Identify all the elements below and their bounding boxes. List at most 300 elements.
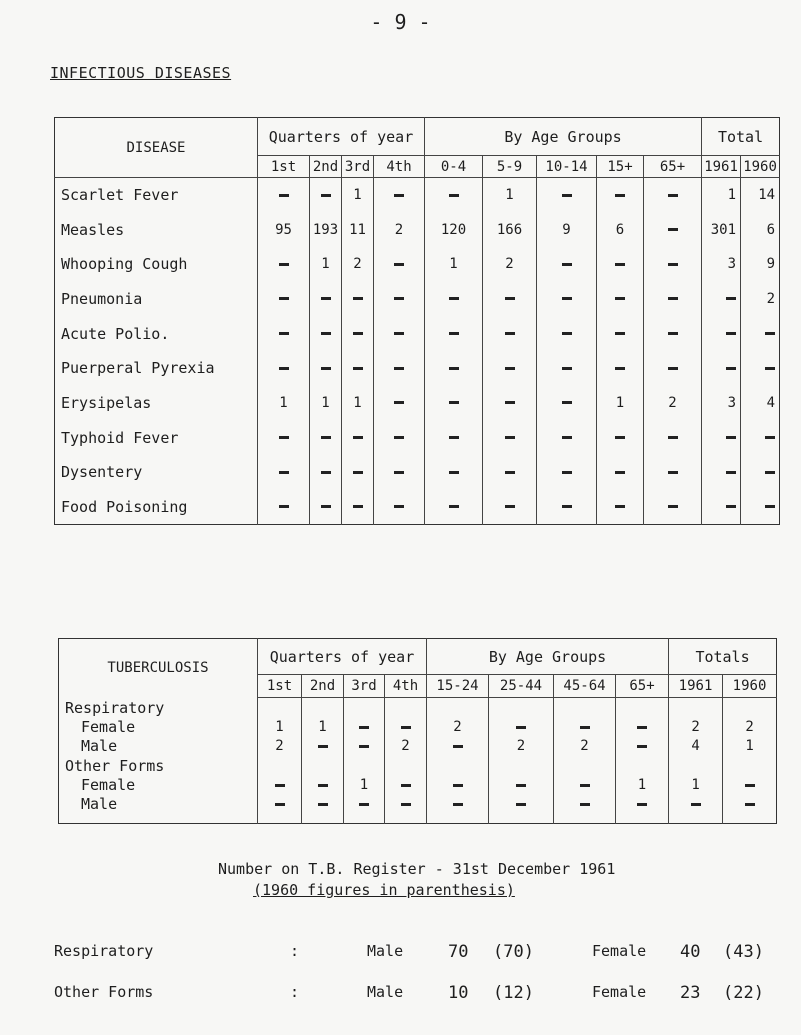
dash-mark (401, 784, 411, 787)
table-cell (702, 420, 741, 455)
table-cell (374, 316, 425, 351)
tb-quarter-col-header: 3rd (344, 675, 385, 698)
disease-name: Whooping Cough (55, 247, 258, 282)
table-row (59, 795, 777, 814)
table-cell (310, 282, 342, 317)
dash-mark (726, 505, 736, 508)
table-cell (741, 316, 780, 351)
dash-mark (562, 332, 572, 335)
disease-name: Food Poisoning (55, 490, 258, 525)
infectious-diseases-table (54, 117, 780, 525)
dash-mark (449, 505, 459, 508)
dash-mark (668, 367, 678, 370)
dash-mark (637, 745, 647, 748)
table-cell (489, 776, 554, 795)
table-cell (537, 351, 597, 386)
table-row (55, 282, 780, 317)
table-cell (258, 247, 310, 282)
empty-cell (669, 698, 723, 718)
disease-name: Erysipelas (55, 386, 258, 421)
table-cell (644, 455, 702, 490)
table-cell (537, 282, 597, 317)
table-cell (310, 420, 342, 455)
dash-mark (765, 505, 775, 508)
dash-mark (615, 194, 625, 197)
tuberculosis-table (58, 638, 777, 824)
dash-mark (449, 401, 459, 404)
table-cell (302, 795, 344, 814)
table-cell (741, 455, 780, 490)
dash-mark (394, 505, 404, 508)
summary-male: 70 (448, 942, 469, 962)
dash-mark (668, 332, 678, 335)
empty-cell (489, 756, 554, 776)
summary-male-label: Male (367, 942, 404, 960)
table-cell (537, 490, 597, 525)
quarter-col-header: 4th (374, 156, 425, 178)
table-cell: 1 (258, 718, 302, 737)
dash-mark (516, 784, 526, 787)
table-cell (342, 282, 374, 317)
table-cell: 2 (766, 290, 776, 307)
table-cell: 9 (766, 256, 776, 273)
table-cell (702, 316, 741, 351)
table-cell: 1 (597, 386, 644, 421)
dash-mark (668, 297, 678, 300)
dash-mark (726, 436, 736, 439)
table-cell: 2 (342, 247, 374, 282)
table-cell: 14 (758, 187, 776, 204)
register-note-line2: (1960 figures in parenthesis) (253, 881, 515, 899)
dash-mark (353, 436, 363, 439)
empty-cell (302, 814, 344, 824)
dash-mark (615, 436, 625, 439)
dash-mark (394, 401, 404, 404)
table-cell (741, 420, 780, 455)
dash-mark (394, 263, 404, 266)
tb-row-name: Female (59, 776, 258, 795)
dash-mark (279, 297, 289, 300)
table-cell: 2 (385, 737, 427, 756)
table-cell: 3 (702, 247, 741, 282)
dash-mark (745, 784, 755, 787)
dash-mark (637, 803, 647, 806)
dash-mark (353, 297, 363, 300)
dash-mark (275, 784, 285, 787)
table-cell (597, 247, 644, 282)
table-cell (425, 420, 483, 455)
table-cell (302, 776, 344, 795)
table-cell (537, 247, 597, 282)
tb-row-name: Male (59, 737, 258, 756)
dash-mark (449, 297, 459, 300)
table-row (55, 386, 780, 421)
table-cell (374, 490, 425, 525)
dash-mark (359, 803, 369, 806)
table-row (55, 316, 780, 351)
table-cell (644, 212, 702, 247)
table-cell (644, 282, 702, 317)
dash-mark (449, 332, 459, 335)
table-cell (374, 178, 425, 213)
tb-age-col-header: 65+ (616, 675, 669, 698)
empty-cell (616, 756, 669, 776)
table-cell: 2 (669, 718, 723, 737)
quarters-header: Quarters of year (258, 118, 425, 156)
tb-section-row (59, 756, 777, 776)
table-cell (644, 316, 702, 351)
dash-mark (321, 332, 331, 335)
table-cell (258, 178, 310, 213)
tb-age-groups-header: By Age Groups (427, 639, 669, 675)
table-cell: 95 (258, 212, 310, 247)
table-cell: 2 (258, 737, 302, 756)
dash-mark (562, 505, 572, 508)
summary-form: Respiratory (54, 942, 154, 960)
dash-mark (505, 471, 515, 474)
dash-mark (353, 332, 363, 335)
dash-mark (279, 436, 289, 439)
dash-mark (615, 471, 625, 474)
tb-quarter-col-header: 4th (385, 675, 427, 698)
table-cell (310, 316, 342, 351)
dash-mark (505, 401, 515, 404)
dash-mark (394, 471, 404, 474)
table-cell (702, 455, 741, 490)
table-cell (258, 351, 310, 386)
table-cell (258, 490, 310, 525)
dash-mark (505, 505, 515, 508)
dash-mark (449, 471, 459, 474)
dash-mark (562, 367, 572, 370)
table-cell (258, 420, 310, 455)
empty-cell (669, 756, 723, 776)
dash-mark (562, 436, 572, 439)
disease-name: Dysentery (55, 455, 258, 490)
dash-mark (668, 471, 678, 474)
table-cell (344, 718, 385, 737)
dash-mark (637, 726, 647, 729)
table-cell: 11 (342, 212, 374, 247)
total-header: Total (702, 118, 780, 156)
dash-mark (321, 471, 331, 474)
dash-mark (453, 784, 463, 787)
table-cell (597, 420, 644, 455)
empty-cell (723, 756, 777, 776)
dash-mark (394, 367, 404, 370)
age-col-header: 65+ (644, 156, 702, 178)
table-cell (344, 737, 385, 756)
age-groups-header: By Age Groups (425, 118, 702, 156)
dash-mark (562, 263, 572, 266)
dash-mark (765, 471, 775, 474)
disease-name: Scarlet Fever (55, 178, 258, 213)
page-number: - 9 - (370, 10, 431, 34)
table-cell: 1 (669, 776, 723, 795)
tb-age-col-header: 25-44 (489, 675, 554, 698)
dash-mark (765, 367, 775, 370)
dash-mark (505, 367, 515, 370)
summary-male-prev: (12) (493, 983, 534, 1003)
table-cell (597, 490, 644, 525)
table-cell (258, 282, 310, 317)
table-cell: 1 (616, 776, 669, 795)
table-row (59, 718, 777, 737)
table-cell (644, 247, 702, 282)
tb-age-col-header: 15-24 (427, 675, 489, 698)
tb-section-label: Other Forms (59, 756, 258, 776)
age-col-header: 10-14 (537, 156, 597, 178)
disease-name: Puerperal Pyrexia (55, 351, 258, 386)
summary-sep: : (290, 942, 300, 960)
tb-age-col-header: 45-64 (554, 675, 616, 698)
table-row (55, 212, 780, 247)
summary-female: 40 (680, 942, 701, 962)
empty-cell (385, 756, 427, 776)
table-row (59, 737, 777, 756)
dash-mark (505, 297, 515, 300)
table-cell (554, 718, 616, 737)
table-cell (427, 795, 489, 814)
table-cell (258, 776, 302, 795)
table-cell: 2 (489, 737, 554, 756)
table-cell (310, 490, 342, 525)
table-cell: 9 (537, 212, 597, 247)
table-row (55, 351, 780, 386)
empty-cell (302, 756, 344, 776)
empty-cell (344, 814, 385, 824)
empty-cell (385, 698, 427, 718)
table-cell: 1 (745, 738, 754, 754)
empty-cell (723, 814, 777, 824)
table-bottom-spacer (59, 814, 777, 824)
dash-mark (318, 803, 328, 806)
summary-female-label: Female (592, 942, 647, 960)
table-cell (425, 351, 483, 386)
empty-cell (258, 698, 302, 718)
dash-mark (353, 471, 363, 474)
table-cell (483, 351, 537, 386)
tb-section-label: Respiratory (59, 698, 258, 718)
dash-mark (401, 803, 411, 806)
table-cell (374, 282, 425, 317)
empty-cell (258, 814, 302, 824)
table-cell (344, 795, 385, 814)
dash-mark (562, 401, 572, 404)
table-cell (425, 490, 483, 525)
disease-header: DISEASE (55, 118, 258, 178)
summary-male-prev: (70) (493, 942, 534, 962)
table-cell: 1 (344, 776, 385, 795)
dash-mark (279, 332, 289, 335)
empty-cell (554, 814, 616, 824)
table-cell: 4 (669, 737, 723, 756)
table-cell (597, 351, 644, 386)
table-cell (258, 316, 310, 351)
dash-mark (615, 367, 625, 370)
dash-mark (580, 803, 590, 806)
dash-mark (394, 436, 404, 439)
dash-mark (765, 332, 775, 335)
table-cell (425, 282, 483, 317)
table-cell: 3 (702, 386, 741, 421)
table-cell: 2 (427, 718, 489, 737)
dash-mark (401, 726, 411, 729)
dash-mark (321, 436, 331, 439)
summary-female: 23 (680, 983, 701, 1003)
table-cell (483, 490, 537, 525)
dash-mark (668, 505, 678, 508)
table-cell (385, 718, 427, 737)
table-cell (741, 490, 780, 525)
disease-name: Typhoid Fever (55, 420, 258, 455)
empty-cell (302, 698, 344, 718)
table-cell (702, 282, 741, 317)
table-cell (644, 351, 702, 386)
tuberculosis-header: TUBERCULOSIS (59, 639, 258, 698)
age-col-header: 5-9 (483, 156, 537, 178)
dash-mark (279, 194, 289, 197)
table-cell (374, 247, 425, 282)
summary-male-label: Male (367, 983, 404, 1001)
dash-mark (359, 726, 369, 729)
table-cell (644, 178, 702, 213)
table-row (55, 420, 780, 455)
table-cell (342, 351, 374, 386)
dash-mark (453, 803, 463, 806)
table-cell (702, 351, 741, 386)
table-cell (702, 490, 741, 525)
table-cell (310, 178, 342, 213)
dash-mark (279, 471, 289, 474)
dash-mark (359, 745, 369, 748)
table-cell (644, 420, 702, 455)
age-col-header: 0-4 (425, 156, 483, 178)
table-cell (723, 776, 777, 795)
dash-mark (318, 745, 328, 748)
table-cell (374, 386, 425, 421)
tb-quarter-col-header: 1st (258, 675, 302, 698)
summary-male: 10 (448, 983, 469, 1003)
table-cell (258, 795, 302, 814)
dash-mark (580, 726, 590, 729)
dash-mark (275, 803, 285, 806)
quarter-col-header: 1st (258, 156, 310, 178)
dash-mark (321, 505, 331, 508)
dash-mark (321, 367, 331, 370)
table-cell (342, 420, 374, 455)
table-cell (537, 455, 597, 490)
dash-mark (505, 436, 515, 439)
dash-mark (449, 436, 459, 439)
table-cell (310, 351, 342, 386)
table-cell: 2 (644, 386, 702, 421)
dash-mark (562, 297, 572, 300)
table-cell (741, 351, 780, 386)
dash-mark (318, 784, 328, 787)
empty-cell (344, 756, 385, 776)
dash-mark (726, 297, 736, 300)
tb-totals-header: Totals (669, 639, 777, 675)
tb-quarter-col-header: 2nd (302, 675, 344, 698)
table-cell (616, 737, 669, 756)
dash-mark (765, 436, 775, 439)
dash-mark (668, 263, 678, 266)
total-col-header: 1960 (741, 156, 780, 178)
table-cell (537, 386, 597, 421)
summary-female-prev: (22) (723, 983, 764, 1003)
table-cell: 166 (483, 212, 537, 247)
empty-cell (59, 814, 258, 824)
table-cell: 1 (302, 718, 344, 737)
dash-mark (453, 745, 463, 748)
dash-mark (615, 297, 625, 300)
register-note-line1: Number on T.B. Register - 31st December 1961 (218, 860, 616, 878)
dash-mark (726, 471, 736, 474)
table-row (55, 490, 780, 525)
table-cell (427, 737, 489, 756)
disease-name: Pneumonia (55, 282, 258, 317)
table-cell (554, 795, 616, 814)
summary-female-prev: (43) (723, 942, 764, 962)
empty-cell (554, 756, 616, 776)
table-cell (425, 455, 483, 490)
table-cell (483, 386, 537, 421)
table-cell (616, 795, 669, 814)
disease-name: Measles (55, 212, 258, 247)
dash-mark (449, 194, 459, 197)
table-cell (374, 455, 425, 490)
empty-cell (669, 814, 723, 824)
table-row (55, 247, 780, 282)
dash-mark (726, 332, 736, 335)
dash-mark (562, 194, 572, 197)
dash-mark (668, 194, 678, 197)
table-cell (342, 455, 374, 490)
table-cell (537, 420, 597, 455)
empty-cell (427, 814, 489, 824)
table-cell: 1 (483, 178, 537, 213)
dash-mark (615, 332, 625, 335)
empty-cell (723, 698, 777, 718)
table-cell (258, 455, 310, 490)
dash-mark (668, 436, 678, 439)
table-cell (425, 316, 483, 351)
table-cell (483, 455, 537, 490)
table-cell (342, 316, 374, 351)
empty-cell (489, 814, 554, 824)
table-cell (302, 737, 344, 756)
tb-row-name: Male (59, 795, 258, 814)
dash-mark (279, 263, 289, 266)
empty-cell (258, 756, 302, 776)
table-cell (483, 282, 537, 317)
quarter-col-header: 2nd (310, 156, 342, 178)
dash-mark (449, 367, 459, 370)
table-cell: 2 (374, 212, 425, 247)
table-cell (554, 776, 616, 795)
table-cell: 1 (342, 178, 374, 213)
table-cell (669, 795, 723, 814)
quarter-col-header: 3rd (342, 156, 374, 178)
section-title: INFECTIOUS DISEASES (50, 64, 232, 82)
table-cell (385, 795, 427, 814)
dash-mark (394, 332, 404, 335)
dash-mark (726, 367, 736, 370)
table-cell: 120 (425, 212, 483, 247)
table-cell (489, 718, 554, 737)
table-cell: 193 (310, 212, 342, 247)
